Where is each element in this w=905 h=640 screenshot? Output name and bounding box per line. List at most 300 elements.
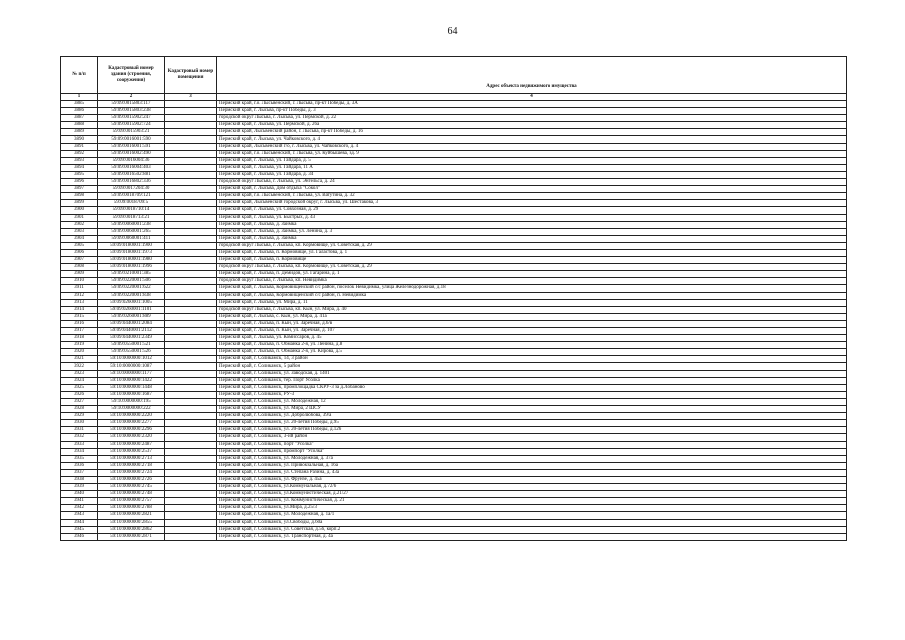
table-row	[61, 108, 847, 115]
room-cadastral-number	[165, 512, 217, 519]
table-row	[61, 249, 847, 256]
address: Пермский край, г. Лысьва, ул. Гайдара, д. 5	[217, 157, 847, 164]
address: Пермский край, г. Соликамск, 14, 3 район	[217, 356, 847, 363]
index-cell: 2	[98, 94, 165, 101]
row-number: 3914	[61, 306, 98, 313]
cadastral-number: 59:09:0015903:21	[98, 129, 165, 136]
table-row	[61, 462, 847, 469]
address: Пермский край, г. Соликамск, ул. 20-летия Победы, д.126	[217, 427, 847, 434]
row-number: 3885	[61, 101, 98, 108]
row-number: 3886	[61, 108, 98, 115]
row-number: 3918	[61, 335, 98, 342]
cadastral-number: 59:10:0000000:2320	[98, 434, 165, 441]
row-number: 3925	[61, 384, 98, 391]
address: Пермский край, г. Лысьва, ул. Пермской, д. 26а	[217, 122, 847, 129]
room-cadastral-number	[165, 292, 217, 299]
row-number: 3908	[61, 264, 98, 271]
row-number: 3911	[61, 285, 98, 292]
cadastral-number: 59:09:0220001:838	[98, 292, 165, 299]
room-cadastral-number	[165, 164, 217, 171]
table-row	[61, 469, 847, 476]
address: Пермский край, г. Соликамск, порт "Усолка"	[217, 441, 847, 448]
cadastral-number: 59:09:0016001:590	[98, 136, 165, 143]
room-cadastral-number	[165, 406, 217, 413]
table-row	[61, 320, 847, 327]
table-row	[61, 498, 847, 505]
cadastral-number: 59:10:0000000:2726	[98, 476, 165, 483]
table-row	[61, 377, 847, 384]
address: городской округ Лысьва, г. Лысьва, кп. Кормовище, ул. Советская, д. 29	[217, 264, 847, 271]
table-row	[61, 349, 847, 356]
room-cadastral-number	[165, 171, 217, 178]
room-cadastral-number	[165, 193, 217, 200]
row-number: 3945	[61, 526, 98, 533]
table-row	[61, 512, 847, 519]
cadastral-number: 59:09:0180001:1973	[98, 249, 165, 256]
cadastral-number: 59:09:0180001:1980	[98, 257, 165, 264]
row-number: 3898	[61, 193, 98, 200]
room-cadastral-number	[165, 434, 217, 441]
address: Пермский край, г. Соликамск, ул. Молодежная, 12	[217, 398, 847, 405]
room-cadastral-number	[165, 370, 217, 377]
room-cadastral-number	[165, 108, 217, 115]
row-number: 3938	[61, 476, 98, 483]
address: Пермский край, г. Соликамск, ул. Советская, д.56, корп.2	[217, 526, 847, 533]
address: Пермский край, г. Лысьва, п. Кын, ул. Заречная, д.6/в	[217, 320, 847, 327]
table-row	[61, 384, 847, 391]
row-number: 3942	[61, 505, 98, 512]
address: Пермский край, г. Соликамск, тер. Порт Усолка	[217, 377, 847, 384]
row-number: 3910	[61, 278, 98, 285]
table-row	[61, 328, 847, 335]
table-row	[61, 228, 847, 235]
table-row	[61, 264, 847, 271]
room-cadastral-number	[165, 115, 217, 122]
cadastral-number: 59:09:0260001:1005	[98, 299, 165, 306]
cadastral-number: 59:10:0000000:1177	[98, 370, 165, 377]
address: Пермский край, г. Лысьва, ул. Чайковского, д. 4	[217, 136, 847, 143]
room-cadastral-number	[165, 129, 217, 136]
room-cadastral-number	[165, 257, 217, 264]
table-row	[61, 271, 847, 278]
room-cadastral-number	[165, 420, 217, 427]
cadastral-number: 59:09:0060001:238	[98, 221, 165, 228]
room-cadastral-number	[165, 335, 217, 342]
table-row	[61, 363, 847, 370]
row-number: 3916	[61, 320, 98, 327]
cadastral-number: 59:09:0440001:2084	[98, 320, 165, 327]
room-cadastral-number	[165, 377, 217, 384]
table-row	[61, 441, 847, 448]
room-cadastral-number	[165, 242, 217, 249]
table-row	[61, 455, 847, 462]
address: Пермский край, г. Лысьва, с. Кын, ул. Мира, д. 41а	[217, 313, 847, 320]
table-row	[61, 157, 847, 164]
room-cadastral-number	[165, 349, 217, 356]
table-header-row	[61, 57, 847, 94]
cadastral-number: 59:10:0000000:2745	[98, 484, 165, 491]
room-cadastral-number	[165, 491, 217, 498]
cadastral-number: 59:09:0016004:403	[98, 164, 165, 171]
address: Пермский край, г. Соликамск, РУ-3	[217, 391, 847, 398]
cadastral-number: 59:10:0000000:2296	[98, 427, 165, 434]
table-row	[61, 285, 847, 292]
room-cadastral-number	[165, 519, 217, 526]
row-number: 3931	[61, 427, 98, 434]
address: городской округ Лысьва, г. Лысьва, ул. Энгельса, д. 24	[217, 179, 847, 186]
row-number: 3941	[61, 498, 98, 505]
header-num: № п/п	[61, 57, 98, 94]
table-row	[61, 342, 847, 349]
address: Пермский край, г. Лысьва, д. Заимка	[217, 235, 847, 242]
cadastral-number: 59:09:0017204:30	[98, 186, 165, 193]
row-number: 3897	[61, 186, 98, 193]
table-row	[61, 519, 847, 526]
row-number: 3926	[61, 391, 98, 398]
row-number: 3930	[61, 420, 98, 427]
room-cadastral-number	[165, 413, 217, 420]
table-row	[61, 420, 847, 427]
address: Пермский край, г. Лысьва, д. Заимка, ул. Ленина, д. 3	[217, 228, 847, 235]
address: Пермский край, Лысьвенский г/о, г. Лысьва, ул. Чайковского, д. 4	[217, 143, 847, 150]
cadastral-number: 59:09:0018713:21	[98, 214, 165, 221]
address: Пермский край, г. Лысьва, д. Заимка	[217, 221, 847, 228]
header-cadastral: Кадастровый номер здания (строения, сооружения)	[98, 57, 165, 94]
row-number: 3920	[61, 349, 98, 356]
cadastral-number: 59:09:0018709:5	[98, 200, 165, 207]
row-number: 3905	[61, 242, 98, 249]
address: городской округ Лысьва, г. Лысьва, кп. Кормовище, ул. Советская, д. 29	[217, 242, 847, 249]
table-index-row	[61, 94, 847, 101]
address: Пермский край, г. Соликамск, ул. 20-летия Победы, д.95	[217, 420, 847, 427]
table-row	[61, 242, 847, 249]
table-row	[61, 448, 847, 455]
cadastral-number: 59:09:0016002:490	[98, 150, 165, 157]
address: Пермский край, г. Соликамск, 5 район	[217, 363, 847, 370]
index-cell: 1	[61, 94, 98, 101]
room-cadastral-number	[165, 214, 217, 221]
header-room: Кадастровый номер помещения	[165, 57, 217, 94]
row-number: 3888	[61, 122, 98, 129]
room-cadastral-number	[165, 398, 217, 405]
row-number: 3896	[61, 179, 98, 186]
cadastral-number: 59:09:0440001:2349	[98, 335, 165, 342]
row-number: 3909	[61, 271, 98, 278]
row-number: 3915	[61, 313, 98, 320]
room-cadastral-number	[165, 306, 217, 313]
row-number: 3902	[61, 221, 98, 228]
address: Пермский край, г. Соликамск, ул. Коммунистическая, д. 21	[217, 498, 847, 505]
cadastral-number: 59:10:0000000:2724	[98, 469, 165, 476]
row-number: 3935	[61, 455, 98, 462]
cadastral-number: 59:09:0220001:506	[98, 278, 165, 285]
room-cadastral-number	[165, 285, 217, 292]
row-number: 3899	[61, 200, 98, 207]
row-number: 3927	[61, 398, 98, 405]
table-row	[61, 434, 847, 441]
row-number: 3943	[61, 512, 98, 519]
table-row	[61, 278, 847, 285]
room-cadastral-number	[165, 101, 217, 108]
table-row	[61, 313, 847, 320]
row-number: 3944	[61, 519, 98, 526]
room-cadastral-number	[165, 484, 217, 491]
table-row	[61, 533, 847, 540]
row-number: 3936	[61, 462, 98, 469]
address: городской округ Лысьва, г. Лысьва, ул. Пермской, д. 22	[217, 115, 847, 122]
room-cadastral-number	[165, 391, 217, 398]
row-number: 3903	[61, 228, 98, 235]
address: Пермский край, г. Лысьва, пр-кт Победы, д. 3	[217, 108, 847, 115]
address: Пермский край, г. Лысьва, ул. Гайдара, 11 А	[217, 164, 847, 171]
address: Пермский край, г. Соликамск, ул.Мира, д.25/3	[217, 505, 847, 512]
address: Пермский край, г. Лысьва, п. Кын, ул. Заречная, д. 107	[217, 328, 847, 335]
row-number: 3919	[61, 342, 98, 349]
cadastral-number: 59:09:0060001:411	[98, 235, 165, 242]
address: Пермский край, г. Соликамск, ул.Свободы, д.60а	[217, 519, 847, 526]
table-row	[61, 235, 847, 242]
row-number: 3937	[61, 469, 98, 476]
row-number: 3892	[61, 150, 98, 157]
row-number: 3894	[61, 164, 98, 171]
address: Пермский край, г. Лысьва, п. Обманка 2-я, ул. Ленина, д.8	[217, 342, 847, 349]
table-row	[61, 101, 847, 108]
address: Пермский край, г. Соликамск, ул. Мира, 2 ШСУ	[217, 406, 847, 413]
row-number: 3907	[61, 257, 98, 264]
room-cadastral-number	[165, 441, 217, 448]
table-row	[61, 335, 847, 342]
cadastral-number: 59:10:0000000:2748	[98, 491, 165, 498]
address: Пермский край, г. Соликамск, ул.Коммунистическая, д.21/27	[217, 491, 847, 498]
cadastral-number: 59:10:0000000:2788	[98, 505, 165, 512]
room-cadastral-number	[165, 384, 217, 391]
cadastral-number: 59:10:0000000:1087	[98, 363, 165, 370]
table-row	[61, 214, 847, 221]
address: Пермский край, г. Лысьва, ул. Совхозная, д. 29	[217, 207, 847, 214]
room-cadastral-number	[165, 498, 217, 505]
cadastral-number: 59:09:0550001:526	[98, 349, 165, 356]
cadastral-number: 59:10:0000000:2713	[98, 455, 165, 462]
room-cadastral-number	[165, 271, 217, 278]
room-cadastral-number	[165, 136, 217, 143]
table-row	[61, 398, 847, 405]
room-cadastral-number	[165, 278, 217, 285]
row-number: 3921	[61, 356, 98, 363]
address: Пермский край, г. Лысьва, ул. Быстрых, д. 43	[217, 214, 847, 221]
cadastral-number: 59:10:0000000:2821	[98, 512, 165, 519]
address: Пермский край, Лысьвенский городской округ, г. Лысьва, ул. Шестакова, 3	[217, 200, 847, 207]
room-cadastral-number	[165, 313, 217, 320]
address: Пермский край, г. Соликамск, 3-ий район	[217, 434, 847, 441]
row-number: 3901	[61, 214, 98, 221]
table-row	[61, 413, 847, 420]
room-cadastral-number	[165, 356, 217, 363]
cadastral-number: 59:09:0550001:521	[98, 342, 165, 349]
cadastral-number: 59:09:0015803:117	[98, 101, 165, 108]
table-row	[61, 200, 847, 207]
room-cadastral-number	[165, 143, 217, 150]
room-cadastral-number	[165, 235, 217, 242]
table-row	[61, 356, 847, 363]
address: Пермский край, г. Лысьва, п. Кормовище, ул. Галастова, д. 1	[217, 249, 847, 256]
cadastral-number: 59:09:0015902:247	[98, 115, 165, 122]
table-row	[61, 150, 847, 157]
cadastral-number: 59:10:0000000:2537	[98, 448, 165, 455]
address: Пермский край, г. Соликамск, ул.Коммунальная, д.72/б	[217, 484, 847, 491]
address: Пермский край, г. Соликамск, промплощадка СКРУ-3 за д.Лобаново	[217, 384, 847, 391]
room-cadastral-number	[165, 448, 217, 455]
room-cadastral-number	[165, 427, 217, 434]
table-row	[61, 292, 847, 299]
table-row	[61, 306, 847, 313]
row-number: 3929	[61, 413, 98, 420]
cadastral-number: 59:09:0016802:336	[98, 179, 165, 186]
row-number: 3912	[61, 292, 98, 299]
table-row	[61, 179, 847, 186]
room-cadastral-number	[165, 228, 217, 235]
table-row	[61, 136, 847, 143]
cadastral-number: 59:10:0000000:2277	[98, 420, 165, 427]
room-cadastral-number	[165, 476, 217, 483]
address: Пермский край, г.о. Лысьвенский, г. Лысьва, ул. Ватутина, д. 32	[217, 193, 847, 200]
address: городской округ Лысьва, г. Лысьва, кп. Невидимка	[217, 278, 847, 285]
address: Пермский край, г. Лысьва, ул. Мира, д. 11	[217, 299, 847, 306]
table-row	[61, 143, 847, 150]
address: Пермский край, г. Лысьва, Кормовищенский с/с район, поселок Невидимка, улица Железнодорожная, д.18	[217, 285, 847, 292]
index-cell: 3	[165, 94, 217, 101]
row-number: 3933	[61, 441, 98, 448]
address: Пермский край, г. Лысьва, Дом отдыха "Сокол"	[217, 186, 847, 193]
row-number: 3904	[61, 235, 98, 242]
row-number: 3890	[61, 136, 98, 143]
room-cadastral-number	[165, 200, 217, 207]
table-row	[61, 115, 847, 122]
room-cadastral-number	[165, 179, 217, 186]
cadastral-number: 59:10:0000000:195	[98, 398, 165, 405]
row-number: 3922	[61, 363, 98, 370]
row-number: 3917	[61, 328, 98, 335]
cadastral-number: 59:10:0000000:1448	[98, 384, 165, 391]
table-row	[61, 526, 847, 533]
cadastral-number: 59:09:0015902:724	[98, 122, 165, 129]
cadastral-number: 59:09:0016001:591	[98, 143, 165, 150]
address: Пермский край, Лысьвенский район, г. Лысьва, пр-кт Победы, д. 16	[217, 129, 847, 136]
row-number: 3934	[61, 448, 98, 455]
table-row	[61, 476, 847, 483]
address: Пермский край, г. Соликамск, ул. Заводская, д. 1401	[217, 370, 847, 377]
address: Пермский край, г. Соликамск, промпорт "Усолка"	[217, 448, 847, 455]
address: Пермский край, г. Лысьва, п. Демидов, ул. Гагарина, д. 1	[217, 271, 847, 278]
room-cadastral-number	[165, 221, 217, 228]
room-cadastral-number	[165, 186, 217, 193]
address: Пермский край, г. Лысьва, Кормовищенский с/с район, п. Невидимка	[217, 292, 847, 299]
room-cadastral-number	[165, 122, 217, 129]
table-row	[61, 164, 847, 171]
address: Пермский край, г. Лысьва, ул. Комиссаров, д. 45	[217, 335, 847, 342]
room-cadastral-number	[165, 533, 217, 540]
row-number: 3906	[61, 249, 98, 256]
index-cell: 4	[217, 94, 847, 101]
table-row	[61, 221, 847, 228]
property-table	[60, 56, 847, 541]
room-cadastral-number	[165, 505, 217, 512]
cadastral-number: 59:09:0180001:1900	[98, 242, 165, 249]
page-number: 64	[447, 26, 458, 37]
cadastral-number: 59:09:0220001:622	[98, 285, 165, 292]
table-row	[61, 207, 847, 214]
row-number: 3889	[61, 129, 98, 136]
address: Пермский край, г. Лысьва, п. Кормовище	[217, 257, 847, 264]
address: Пермский край, г. Соликамск, ул. Добролюбова, 39/а	[217, 413, 847, 420]
address: Пермский край, г. Соликамск, ул. Молодежная, д. 37а	[217, 455, 847, 462]
table-row	[61, 122, 847, 129]
row-number: 3923	[61, 370, 98, 377]
room-cadastral-number	[165, 469, 217, 476]
row-number: 3891	[61, 143, 98, 150]
cadastral-number: 59:09:0015803:238	[98, 108, 165, 115]
row-number: 3900	[61, 207, 98, 214]
room-cadastral-number	[165, 455, 217, 462]
room-cadastral-number	[165, 150, 217, 157]
row-number: 3932	[61, 434, 98, 441]
address: Пермский край, г. Соликамск, ул. Привокзальная, д. 16а	[217, 462, 847, 469]
room-cadastral-number	[165, 249, 217, 256]
table-row	[61, 406, 847, 413]
row-number: 3893	[61, 157, 98, 164]
row-number: 3946	[61, 533, 98, 540]
row-number: 3913	[61, 299, 98, 306]
cadastral-number: 59:09:0440001:2112	[98, 328, 165, 335]
table-row	[61, 186, 847, 193]
room-cadastral-number	[165, 207, 217, 214]
table-row	[61, 171, 847, 178]
room-cadastral-number	[165, 342, 217, 349]
address: Пермский край, г. Лысьва, ул. Гайдара, д. 34	[217, 171, 847, 178]
cadastral-number: 59:09:0180001:1996	[98, 264, 165, 271]
cadastral-number: 59:09:0260001:889	[98, 313, 165, 320]
table-row	[61, 370, 847, 377]
table-row	[61, 391, 847, 398]
address: Пермский край, г. Соликамск, ул. Степана Разина, д. 43а	[217, 469, 847, 476]
cadastral-number: 59:09:0016004:36	[98, 157, 165, 164]
table-body	[61, 101, 847, 541]
cadastral-number: 59:09:0018710:14	[98, 207, 165, 214]
room-cadastral-number	[165, 363, 217, 370]
row-number: 3939	[61, 484, 98, 491]
room-cadastral-number	[165, 299, 217, 306]
cadastral-number: 59:10:0000000:1687	[98, 391, 165, 398]
cadastral-number: 59:10:0000000:2757	[98, 498, 165, 505]
address: Пермский край, г. Соликамск, ул. Фрунзе, д. 45а	[217, 476, 847, 483]
cadastral-number: 59:09:0210001:385	[98, 271, 165, 278]
header-address: Адрес объекта недвижимого имущества	[217, 57, 847, 94]
address: Пермский край, г. Лысьва, п. Обманка 2-я, ул. Кирова, д.5	[217, 349, 847, 356]
row-number: 3887	[61, 115, 98, 122]
table-row	[61, 505, 847, 512]
cadastral-number: 59:09:0018709:121	[98, 193, 165, 200]
room-cadastral-number	[165, 320, 217, 327]
cadastral-number: 59:10:0000000:2718	[98, 462, 165, 469]
room-cadastral-number	[165, 526, 217, 533]
cadastral-number: 59:09:0260001:1101	[98, 306, 165, 313]
cadastral-number: 59:10:0000000:2871	[98, 533, 165, 540]
row-number: 3895	[61, 171, 98, 178]
address: Пермский край, г. Соликамск, ул. Молодежная, д. 1а/1	[217, 512, 847, 519]
table-row	[61, 491, 847, 498]
cadastral-number: 59:09:0016502:881	[98, 171, 165, 178]
row-number: 3924	[61, 377, 98, 384]
table-row	[61, 129, 847, 136]
